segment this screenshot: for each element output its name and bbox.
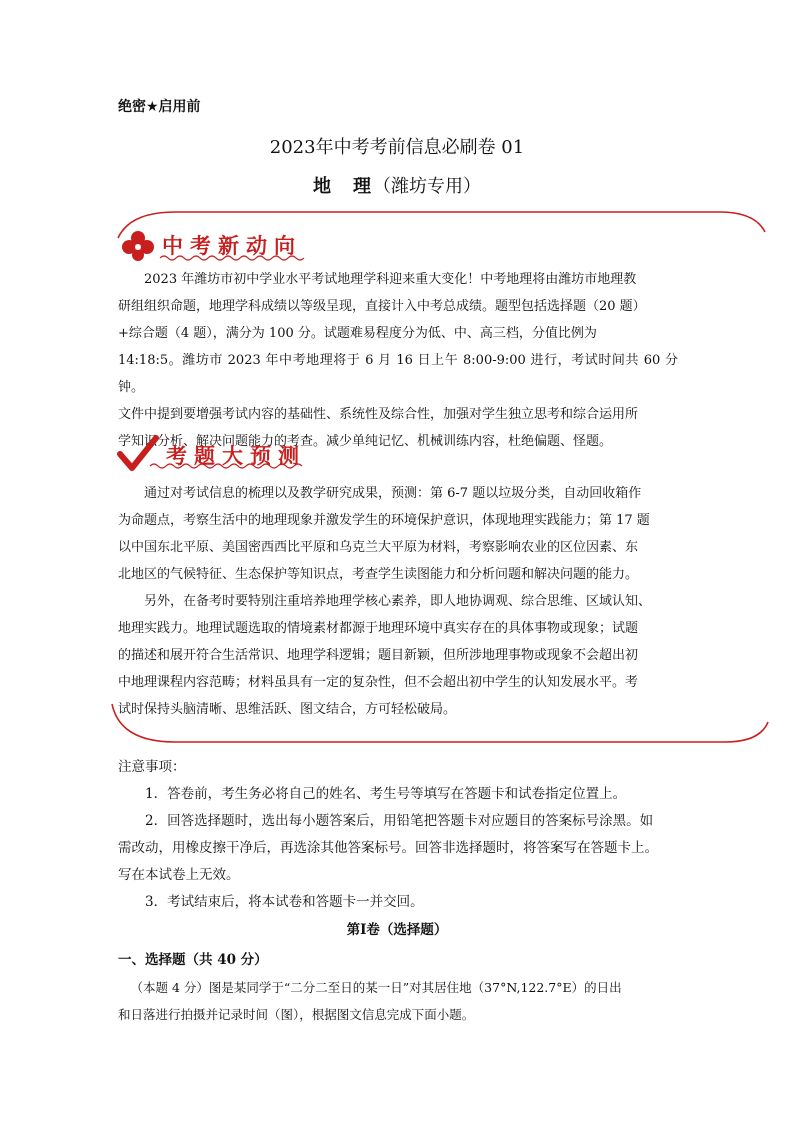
page-title: 2023年中考考前信息必刷卷 01 — [269, 137, 525, 158]
subject-name: 地 理 — [313, 176, 373, 197]
check-icon — [116, 432, 160, 476]
forecast-heading: 考题大预测 — [166, 444, 306, 468]
volume-title: 第Ⅰ卷（选择题） — [346, 922, 448, 938]
subject-heading — [0, 172, 794, 198]
trend-paragraph — [118, 266, 678, 455]
trend-line: 14:18:5。潍坊市 2023 年中考地理将于 6 月 16 日上午 8:00-9:00 进行，考试时间共 60 分钟。 — [118, 353, 678, 395]
trend-heading: 中考新动向 — [162, 234, 302, 258]
question-stem — [118, 974, 678, 1028]
forecast-line: 北地区的气候特征、生态保护等知识点，考查学生读图能力和分析问题和解决问题的能力。 — [118, 567, 639, 582]
forecast-line: 试时保持头脑清晰、思维活跃、图文结合，方可轻松破局。 — [118, 702, 457, 717]
notes-heading: 注意事项： — [118, 759, 186, 775]
notes-section — [118, 754, 678, 916]
forecast-line: 以中国东北平原、美国密西西比平原和乌克兰大平原为材料，考察影响农业的区位因素、东 — [118, 540, 639, 555]
forecast-paragraph-1 — [118, 480, 678, 588]
trend-line: 2023 年潍坊市初中学业水平考试地理学科迎来重大变化！中考地理将由潍坊市地理教 — [144, 272, 637, 287]
question-line: （本题 4 分）图是某同学于“二分二至日的某一日”对其居住地（37°N,122.7°E）的日出 — [130, 980, 622, 995]
note-item-1: 1．答卷前，考生务必将自己的姓名、考生号等填写在答题卡和试卷指定位置上。 — [145, 786, 627, 802]
trend-line: 学知识分析、解决问题能力的考查。减少单纯记忆、机械训练内容，杜绝偏题、怪题。 — [118, 434, 613, 449]
forecast-line: 通过对考试信息的梳理以及教学研究成果，预测：第 6-7 题以垃圾分类，自动回收箱作 — [144, 486, 642, 501]
clover-icon — [118, 230, 158, 262]
forecast-line: 为命题点，考察生活中的地理现象并激发学生的环境保护意识，体现地理实践能力；第 17 题 — [118, 513, 650, 528]
trend-line: 研组组织命题，地理学科成绩以等级呈现，直接计入中考总成绩。题型包括选择题（20 题） — [118, 299, 646, 314]
note-item-2-cont: 需改动，用橡皮擦干净后，再选涂其他答案标号。回答非选择题时，将答案写在答题卡上。 — [118, 840, 658, 856]
subject-note: （潍坊专用） — [373, 176, 481, 197]
forecast-line: 地理实践力。地理试题选取的情境素材都源于地理环境中真实存在的具体事物或现象；试题 — [118, 621, 639, 636]
forecast-line: 中地理课程内容范畴；材料虽具有一定的复杂性，但不会超出初中学生的认知发展水平。考 — [118, 675, 639, 690]
trend-line: 文件中提到要增强考试内容的基础性、系统性及综合性，加强对学生独立思考和综合运用所 — [118, 407, 639, 422]
forecast-paragraph-2 — [118, 588, 678, 723]
section-title: 一、选择题（共 40 分） — [118, 952, 268, 968]
forecast-line: 的描述和展开符合生活常识、地理学科逻辑；题目新颖，但所涉地理事物或现象不会超出初 — [118, 648, 639, 663]
trend-line: +综合题（4 题），满分为 100 分。试题难易程度分为低、中、高三档，分值比例为 — [118, 326, 597, 341]
question-line: 和日落进行拍摄并记录时间（图），根据图文信息完成下面小题。 — [118, 1007, 475, 1022]
note-item-2: 2．回答选择题时，选出每小题答案后，用铅笔把答题卡对应题目的答案标号涂黑。如 — [145, 813, 654, 829]
note-item-3: 3．考试结束后，将本试卷和答题卡一并交回。 — [145, 894, 424, 910]
forecast-line: 另外，在备考时要特别注重培养地理学核心素养，即人地协调观、综合思维、区域认知、 — [144, 594, 652, 609]
secret-label: 绝密★启用前 — [118, 99, 201, 115]
note-item-2-cont: 写在本试卷上无效。 — [118, 867, 240, 883]
